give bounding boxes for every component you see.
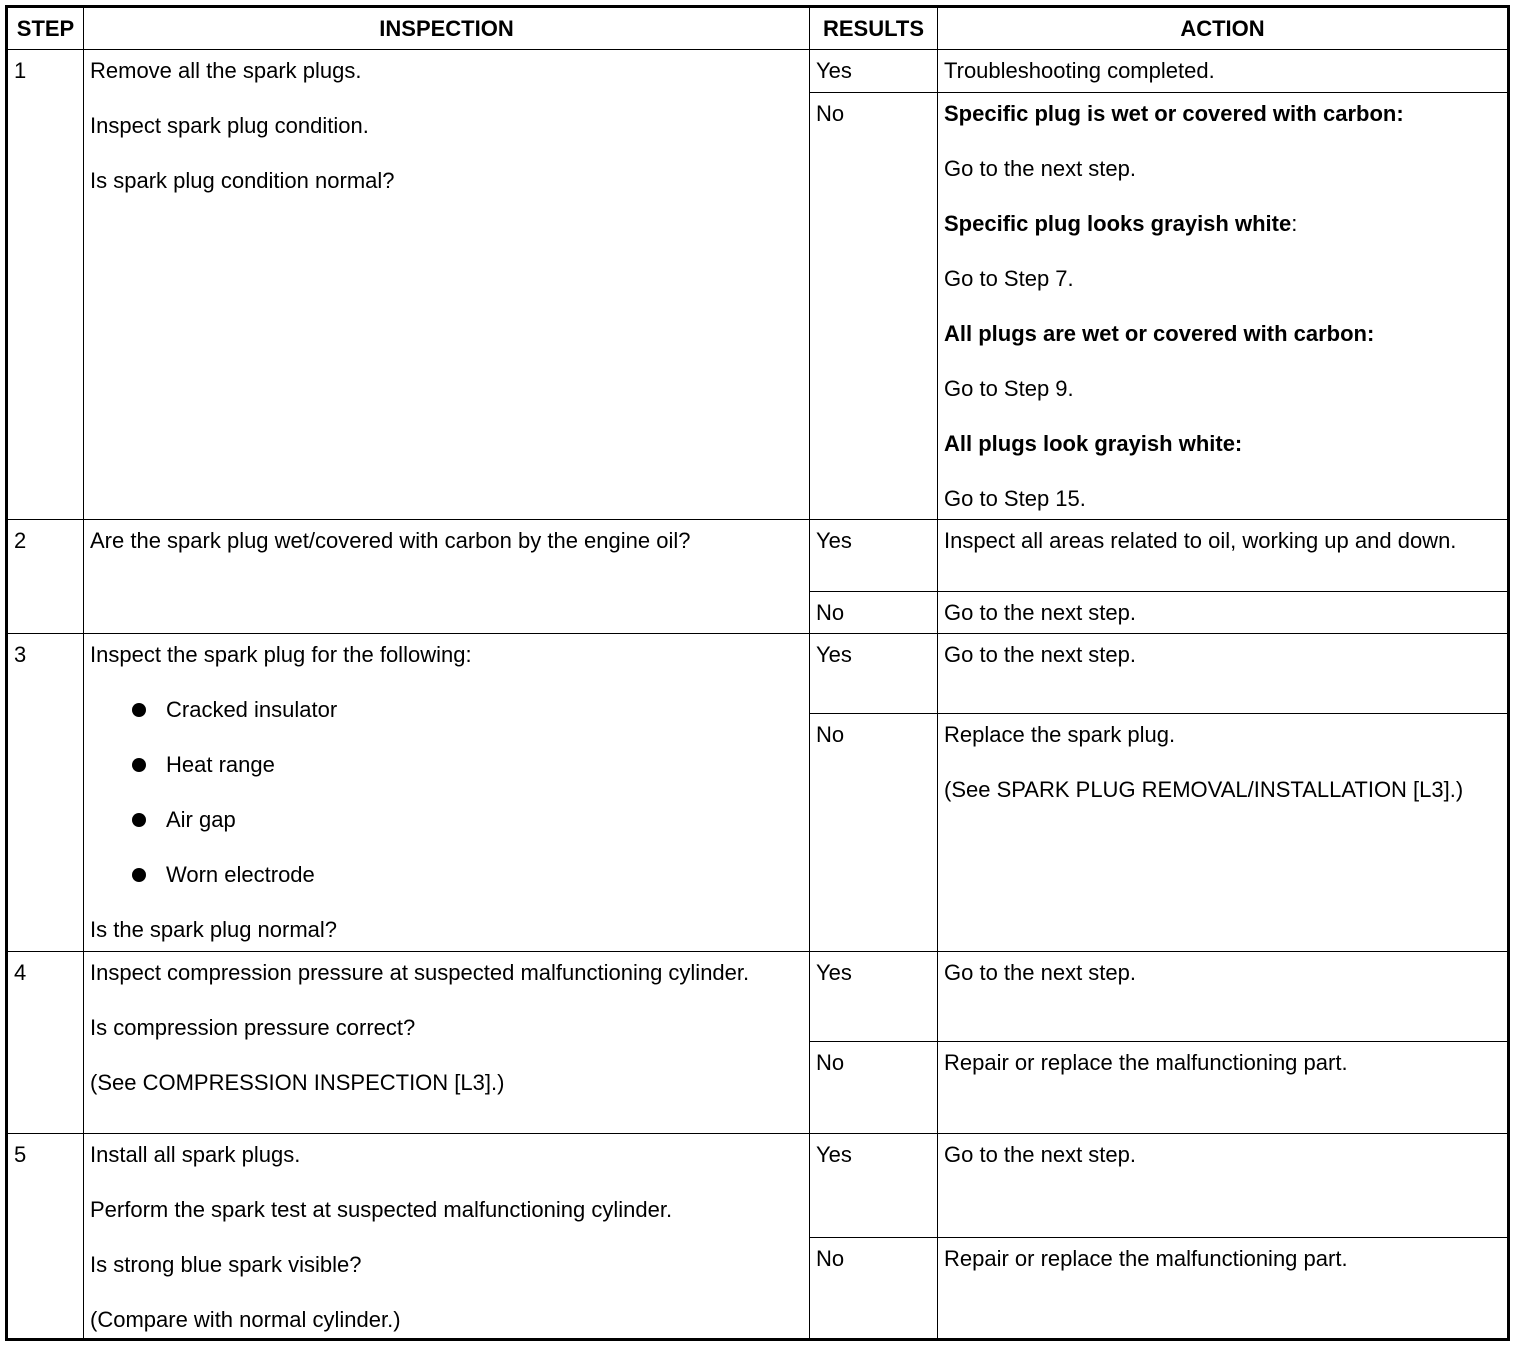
result-no: No xyxy=(810,93,938,520)
action-colon: : xyxy=(1291,211,1298,236)
action-condition: Specific plug looks grayish white xyxy=(944,211,1292,236)
action-text: Go to Step 15. xyxy=(944,486,1086,511)
table-row xyxy=(7,1134,1509,1238)
bullet-dot-icon xyxy=(132,868,146,882)
bullet-dot-icon xyxy=(132,758,146,772)
result-yes: Yes xyxy=(810,520,938,592)
action-text: Inspect all areas related to oil, working up and down. xyxy=(944,528,1457,553)
list-item: Worn electrode xyxy=(132,860,803,889)
action-condition: Specific plug is wet or covered with carbon: xyxy=(944,101,1404,126)
table-row xyxy=(7,952,1509,1042)
action-cell xyxy=(938,714,1509,952)
inspection-text: Remove all the spark plugs. xyxy=(90,58,362,83)
result-yes: Yes xyxy=(810,50,938,93)
action-text: Troubleshooting completed. xyxy=(944,58,1215,83)
result-no: No xyxy=(810,592,938,634)
inspection-cell xyxy=(84,50,810,520)
action-cell xyxy=(938,1042,1509,1134)
action-text: Replace the spark plug. xyxy=(944,722,1176,747)
result-yes: Yes xyxy=(810,1134,938,1238)
header-inspection: INSPECTION xyxy=(84,7,810,50)
step-number: 5 xyxy=(7,1134,84,1340)
inspection-text: Are the spark plug wet/covered with carbon by the engine oil? xyxy=(90,528,691,553)
action-text: Repair or replace the malfunctioning part. xyxy=(944,1050,1348,1075)
result-yes: Yes xyxy=(810,952,938,1042)
troubleshooting-table xyxy=(5,5,1510,1341)
result-no: No xyxy=(810,714,938,952)
list-item: Heat range xyxy=(132,750,803,779)
inspection-text: Install all spark plugs. xyxy=(90,1142,301,1167)
action-text: Go to the next step. xyxy=(944,156,1137,181)
action-cell xyxy=(938,50,1509,93)
list-item: Cracked insulator xyxy=(132,695,803,724)
inspection-cell xyxy=(84,634,810,952)
header-row xyxy=(7,7,1509,50)
action-text: Go to Step 7. xyxy=(944,266,1074,291)
action-condition-line xyxy=(944,209,1501,238)
inspection-text: Inspect spark plug condition. xyxy=(90,113,369,138)
table-row xyxy=(7,520,1509,592)
action-cell xyxy=(938,93,1509,520)
inspection-reference: (See COMPRESSION INSPECTION [L3].) xyxy=(90,1070,505,1095)
inspection-text: Inspect compression pressure at suspected malfunctioning cylinder. xyxy=(90,960,750,985)
inspection-text: Inspect the spark plug for the following: xyxy=(90,642,472,667)
list-item: Air gap xyxy=(132,805,803,834)
inspection-text: Perform the spark test at suspected malfunctioning cylinder. xyxy=(90,1197,673,1222)
header-results: RESULTS xyxy=(810,7,938,50)
action-condition: All plugs are wet or covered with carbon: xyxy=(944,321,1375,346)
action-cell xyxy=(938,1238,1509,1340)
step-number: 4 xyxy=(7,952,84,1134)
inspection-reference: (Compare with normal cylinder.) xyxy=(90,1307,401,1332)
action-text: Go to the next step. xyxy=(944,960,1137,985)
step-number: 1 xyxy=(7,50,84,520)
table-row xyxy=(7,50,1509,93)
result-no: No xyxy=(810,1042,938,1134)
action-text: Repair or replace the malfunctioning part. xyxy=(944,1246,1348,1271)
action-text: Go to the next step. xyxy=(944,1142,1137,1167)
inspection-cell xyxy=(84,1134,810,1340)
inspection-cell xyxy=(84,952,810,1134)
action-cell xyxy=(938,1134,1509,1238)
header-action: ACTION xyxy=(938,7,1509,50)
inspection-bullet-list xyxy=(90,695,803,889)
action-cell xyxy=(938,952,1509,1042)
action-cell xyxy=(938,634,1509,714)
action-text: Go to the next step. xyxy=(944,642,1137,667)
table-row xyxy=(7,634,1509,714)
action-text: Go to the next step. xyxy=(944,600,1137,625)
inspection-text: Is spark plug condition normal? xyxy=(90,168,395,193)
action-text: Go to Step 9. xyxy=(944,376,1074,401)
step-number: 2 xyxy=(7,520,84,634)
action-condition: All plugs look grayish white: xyxy=(944,431,1243,456)
inspection-text: Is the spark plug normal? xyxy=(90,917,338,942)
inspection-text: Is compression pressure correct? xyxy=(90,1015,416,1040)
bullet-dot-icon xyxy=(132,703,146,717)
action-cell xyxy=(938,592,1509,634)
action-reference: (See SPARK PLUG REMOVAL/INSTALLATION [L3].) xyxy=(944,777,1464,802)
step-number: 3 xyxy=(7,634,84,952)
action-cell xyxy=(938,520,1509,592)
inspection-cell xyxy=(84,520,810,634)
result-no: No xyxy=(810,1238,938,1340)
result-yes: Yes xyxy=(810,634,938,714)
header-step: STEP xyxy=(7,7,84,50)
bullet-dot-icon xyxy=(132,813,146,827)
inspection-text: Is strong blue spark visible? xyxy=(90,1252,362,1277)
